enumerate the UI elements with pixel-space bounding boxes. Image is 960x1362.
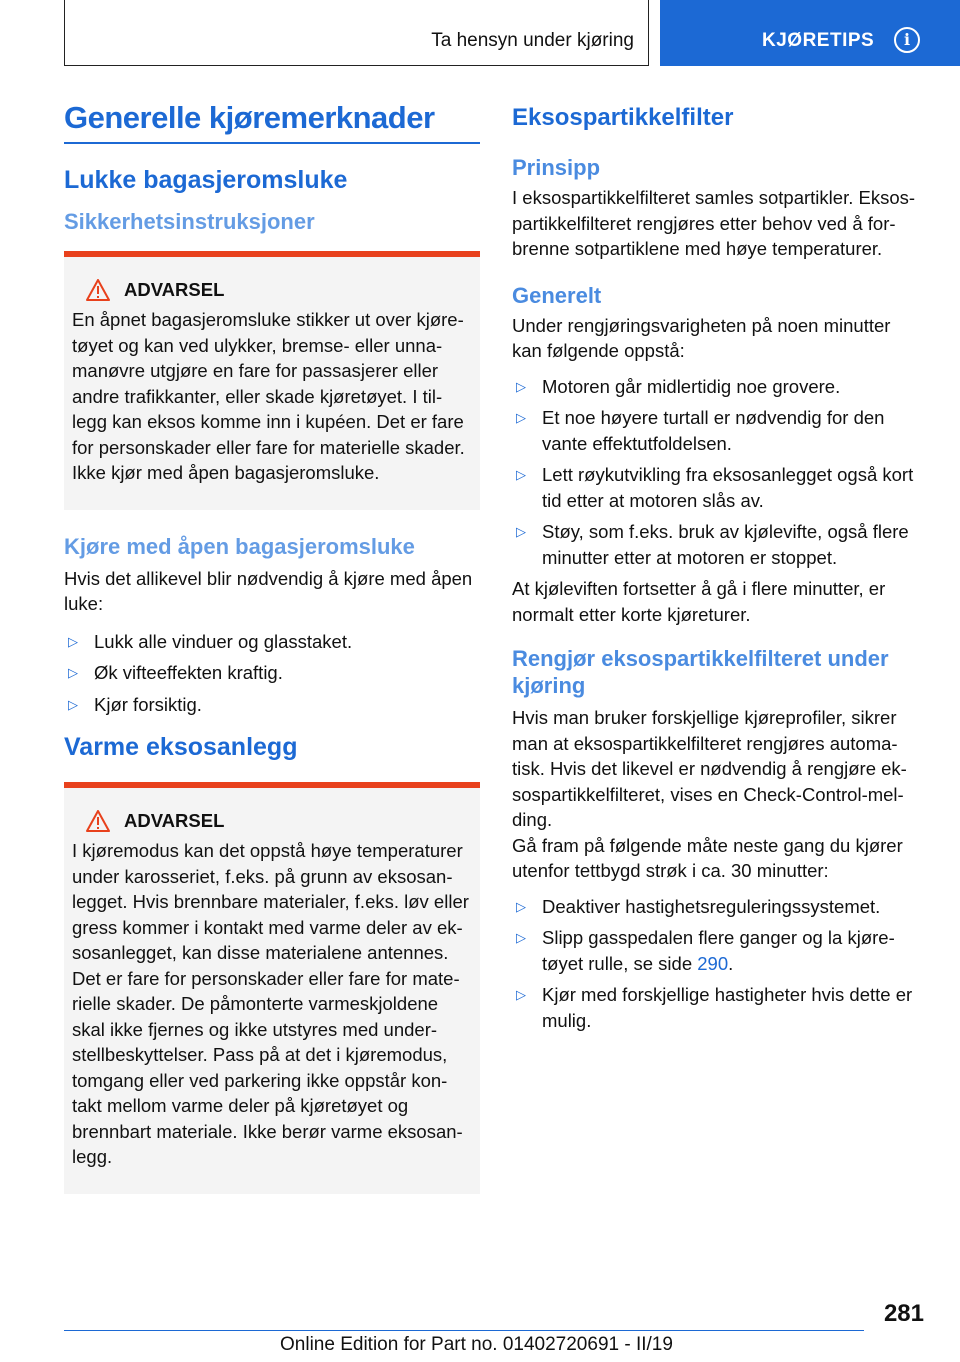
list-item-text: vante effektutfoldelsen. [542, 432, 732, 454]
bullet-triangle-icon: ▷ [68, 696, 78, 712]
principle-line: partikkelfilteret rengjøres etter behov ved å for- [512, 212, 896, 234]
bullet-triangle-icon: ▷ [516, 987, 526, 1002]
list-item [512, 519, 928, 570]
principle-heading: Prinsipp [512, 155, 601, 180]
list-item-text-prefix: tøyet rulle, se side [542, 952, 698, 974]
title-rule [64, 142, 480, 144]
general-heading: Generelt [512, 282, 602, 308]
clean-p1-line: Hvis man bruker forskjellige kjøreprofiler, sikrer [512, 707, 897, 728]
clean-p1-line: ding. [512, 809, 553, 830]
subtitle-luke: Lukke bagasjeromsluke [64, 166, 348, 194]
warning-text-1 [72, 307, 472, 486]
left-column [64, 100, 480, 1194]
bullet-triangle-icon: ▷ [516, 524, 526, 539]
bullet-triangle-icon: ▷ [68, 633, 78, 649]
list-item-text: Kjør forsiktig. [94, 693, 202, 715]
warning2-line: sosanlegget, kan disse materialene antennes. [72, 942, 449, 963]
clean-p2-line: utenfor tettbygd strøk i ca. 30 minutter: [512, 860, 829, 881]
footer-rule [64, 1330, 864, 1331]
warning-title-1 [86, 279, 472, 301]
bullet-triangle-icon: ▷ [516, 930, 526, 945]
general-intro [512, 313, 928, 364]
bullet-triangle-icon: ▷ [68, 665, 78, 680]
warning1-line: Ikke kjør med åpen bagasjeromsluke. [72, 462, 380, 483]
clean-paragraph-1 [512, 705, 928, 833]
intro-line: luke: [64, 593, 104, 614]
right-column [512, 100, 928, 1039]
bullet-triangle-icon: ▷ [516, 467, 526, 482]
warning2-line: legget. Hvis brennbare materialer, f.eks. løv eller [72, 891, 469, 912]
list-item [64, 660, 480, 686]
header-section-box [64, 0, 649, 66]
general-outro-line: At kjøleviften fortsetter å gå i flere minutter, er [512, 578, 886, 599]
list-item [512, 894, 928, 920]
warning-label-2: ADVARSEL [124, 810, 225, 831]
warning-text-2 [72, 838, 472, 1170]
info-icon[interactable]: i [894, 27, 920, 53]
warning1-line: legg kan eksos komme inn i kupéen. Det er fare [72, 411, 464, 432]
clean-paragraph-2 [512, 833, 928, 884]
list-item-text: mulig. [542, 1009, 592, 1031]
warning2-line: Det er fare for personskader eller fare for mate- [72, 967, 460, 989]
bullet-triangle-icon: ▷ [516, 410, 526, 425]
warning-triangle-icon [86, 810, 110, 832]
warning1-line: tøyet og kan ved ulykker, bremse- eller unna- [72, 334, 443, 356]
warning1-line: En åpnet bagasjeromsluke stikker ut over kjøre- [72, 309, 464, 330]
general-list [512, 374, 928, 571]
section-title: Ta hensyn under kjøring [431, 30, 634, 51]
open-luke-list [64, 629, 480, 718]
clean-heading-line: Rengjør eksospartikkelfilteret under [512, 646, 889, 671]
chapter-title: KJØRETIPS [762, 30, 875, 51]
list-item [512, 405, 928, 456]
list-item-text: Slipp gasspedalen flere ganger og la kjøre- [542, 927, 895, 948]
list-item-text: Motoren går midlertidig noe grovere. [542, 375, 841, 397]
list-item-text: Et noe høyere turtall er nødvendig for den [542, 407, 885, 428]
clean-list [512, 894, 928, 1034]
general-outro-line: normalt etter korte kjøreturer. [512, 603, 751, 625]
principle-line: brenne sotpartiklene med høye temperaturer. [512, 238, 883, 259]
clean-p2-line: Gå fram på følgende måte neste gang du kjører [512, 834, 903, 856]
clean-heading-line: kjøring [512, 673, 586, 698]
list-item-text: Deaktiver hastighetsreguleringssystemet. [542, 895, 881, 917]
intro-line: Hvis det allikevel blir nødvendig å kjøre med åpen [64, 567, 473, 589]
general-outro [512, 576, 928, 627]
list-item-text: minutter etter at motoren er stoppet. [542, 546, 838, 568]
warning2-line: legg. [72, 1146, 113, 1167]
warning2-line: stellbeskyttelser. Pass på at det i kjøremodus, [72, 1044, 448, 1065]
clean-p1-line: man at eksospartikkelfilteret rengjøres automa- [512, 732, 898, 754]
page-reference-link[interactable]: 290 [697, 952, 729, 974]
warning2-line: gress kommer i kontakt med varme deler av ek- [72, 916, 463, 938]
warning2-line: brennbart materiale. Ikke berør varme eksosan- [72, 1120, 463, 1142]
list-item-text-suffix: . [728, 952, 734, 974]
list-item [64, 692, 480, 718]
safety-heading: Sikkerhetsinstruksjoner [64, 209, 315, 234]
list-item-text: Kjør med forskjellige hastigheter hvis dette er [542, 984, 913, 1005]
dpf-title: Eksospartikkelfilter [512, 104, 734, 131]
warning-box-1 [64, 251, 480, 510]
clean-p1-line: sospartikkelfilteret, vises en Check-Control-mel- [512, 783, 904, 805]
page-number: 281 [883, 1300, 924, 1327]
warning2-line: tomgang eller ved parkering ikke oppstår kon- [72, 1069, 448, 1091]
list-item-text: Lukk alle vinduer og glasstaket. [94, 630, 353, 652]
list-item [512, 982, 928, 1033]
general-intro-line: Under rengjøringsvarigheten på noen minutter [512, 314, 891, 336]
warning-triangle-icon [86, 279, 110, 301]
warning-title-2 [86, 810, 472, 832]
list-item [512, 374, 928, 400]
exhaust-heading: Varme eksosanlegg [64, 733, 298, 761]
warning2-line: rielle skader. De påmonterte varmeskjoldene [72, 993, 439, 1014]
list-item-text: Lett røykutvikling fra eksosanlegget også kort [542, 464, 914, 485]
warning2-line: I kjøremodus kan det oppstå høye temperaturer [72, 840, 463, 861]
list-item [64, 629, 480, 655]
list-item-text: Støy, som f.eks. bruk av kjølevifte, også flere [542, 521, 909, 542]
bullet-triangle-icon: ▷ [516, 898, 526, 914]
warning-label-1: ADVARSEL [124, 279, 225, 300]
page-title: Generelle kjøremerknader [64, 100, 435, 135]
warning1-line: manøvre utgjøre en fare for passasjerer eller [72, 360, 439, 381]
list-item [512, 925, 928, 976]
clean-heading [512, 645, 928, 699]
warning-box-2 [64, 782, 480, 1194]
list-item-text: Øk vifteeffekten kraftig. [94, 662, 283, 683]
clean-p1-line: tisk. Hvis det likevel er nødvendig å rengjøre ek- [512, 758, 907, 779]
footer-edition: Online Edition for Part no. 01402720691 - II/19 [280, 1334, 673, 1355]
bullet-triangle-icon: ▷ [516, 378, 526, 394]
list-item-text: tid etter at motoren slås av. [542, 489, 764, 511]
warning2-line: under karosseriet, f.eks. på grunn av eksosan- [72, 865, 453, 887]
warning1-line: for personskader eller fare for materielle skader. [72, 436, 465, 458]
header-chapter-tab[interactable] [660, 0, 960, 66]
principle-line: I eksospartikkelfilteret samles sotpartikler. Eksos- [512, 187, 916, 208]
warning2-line: takt mellom varme deler på kjøretøyet og [72, 1095, 409, 1116]
warning1-line: andre trafikkanter, eller skade kjøretøyet. I til- [72, 385, 443, 407]
list-item [512, 462, 928, 513]
list-item-text [542, 951, 928, 977]
general-intro-line: kan følgende oppstå: [512, 340, 685, 361]
open-luke-intro [64, 566, 480, 617]
open-luke-heading: Kjøre med åpen bagasjeromsluke [64, 533, 415, 559]
principle-text [512, 185, 928, 262]
warning2-line: skal ikke fjernes og ikke utstyres med under- [72, 1018, 438, 1040]
